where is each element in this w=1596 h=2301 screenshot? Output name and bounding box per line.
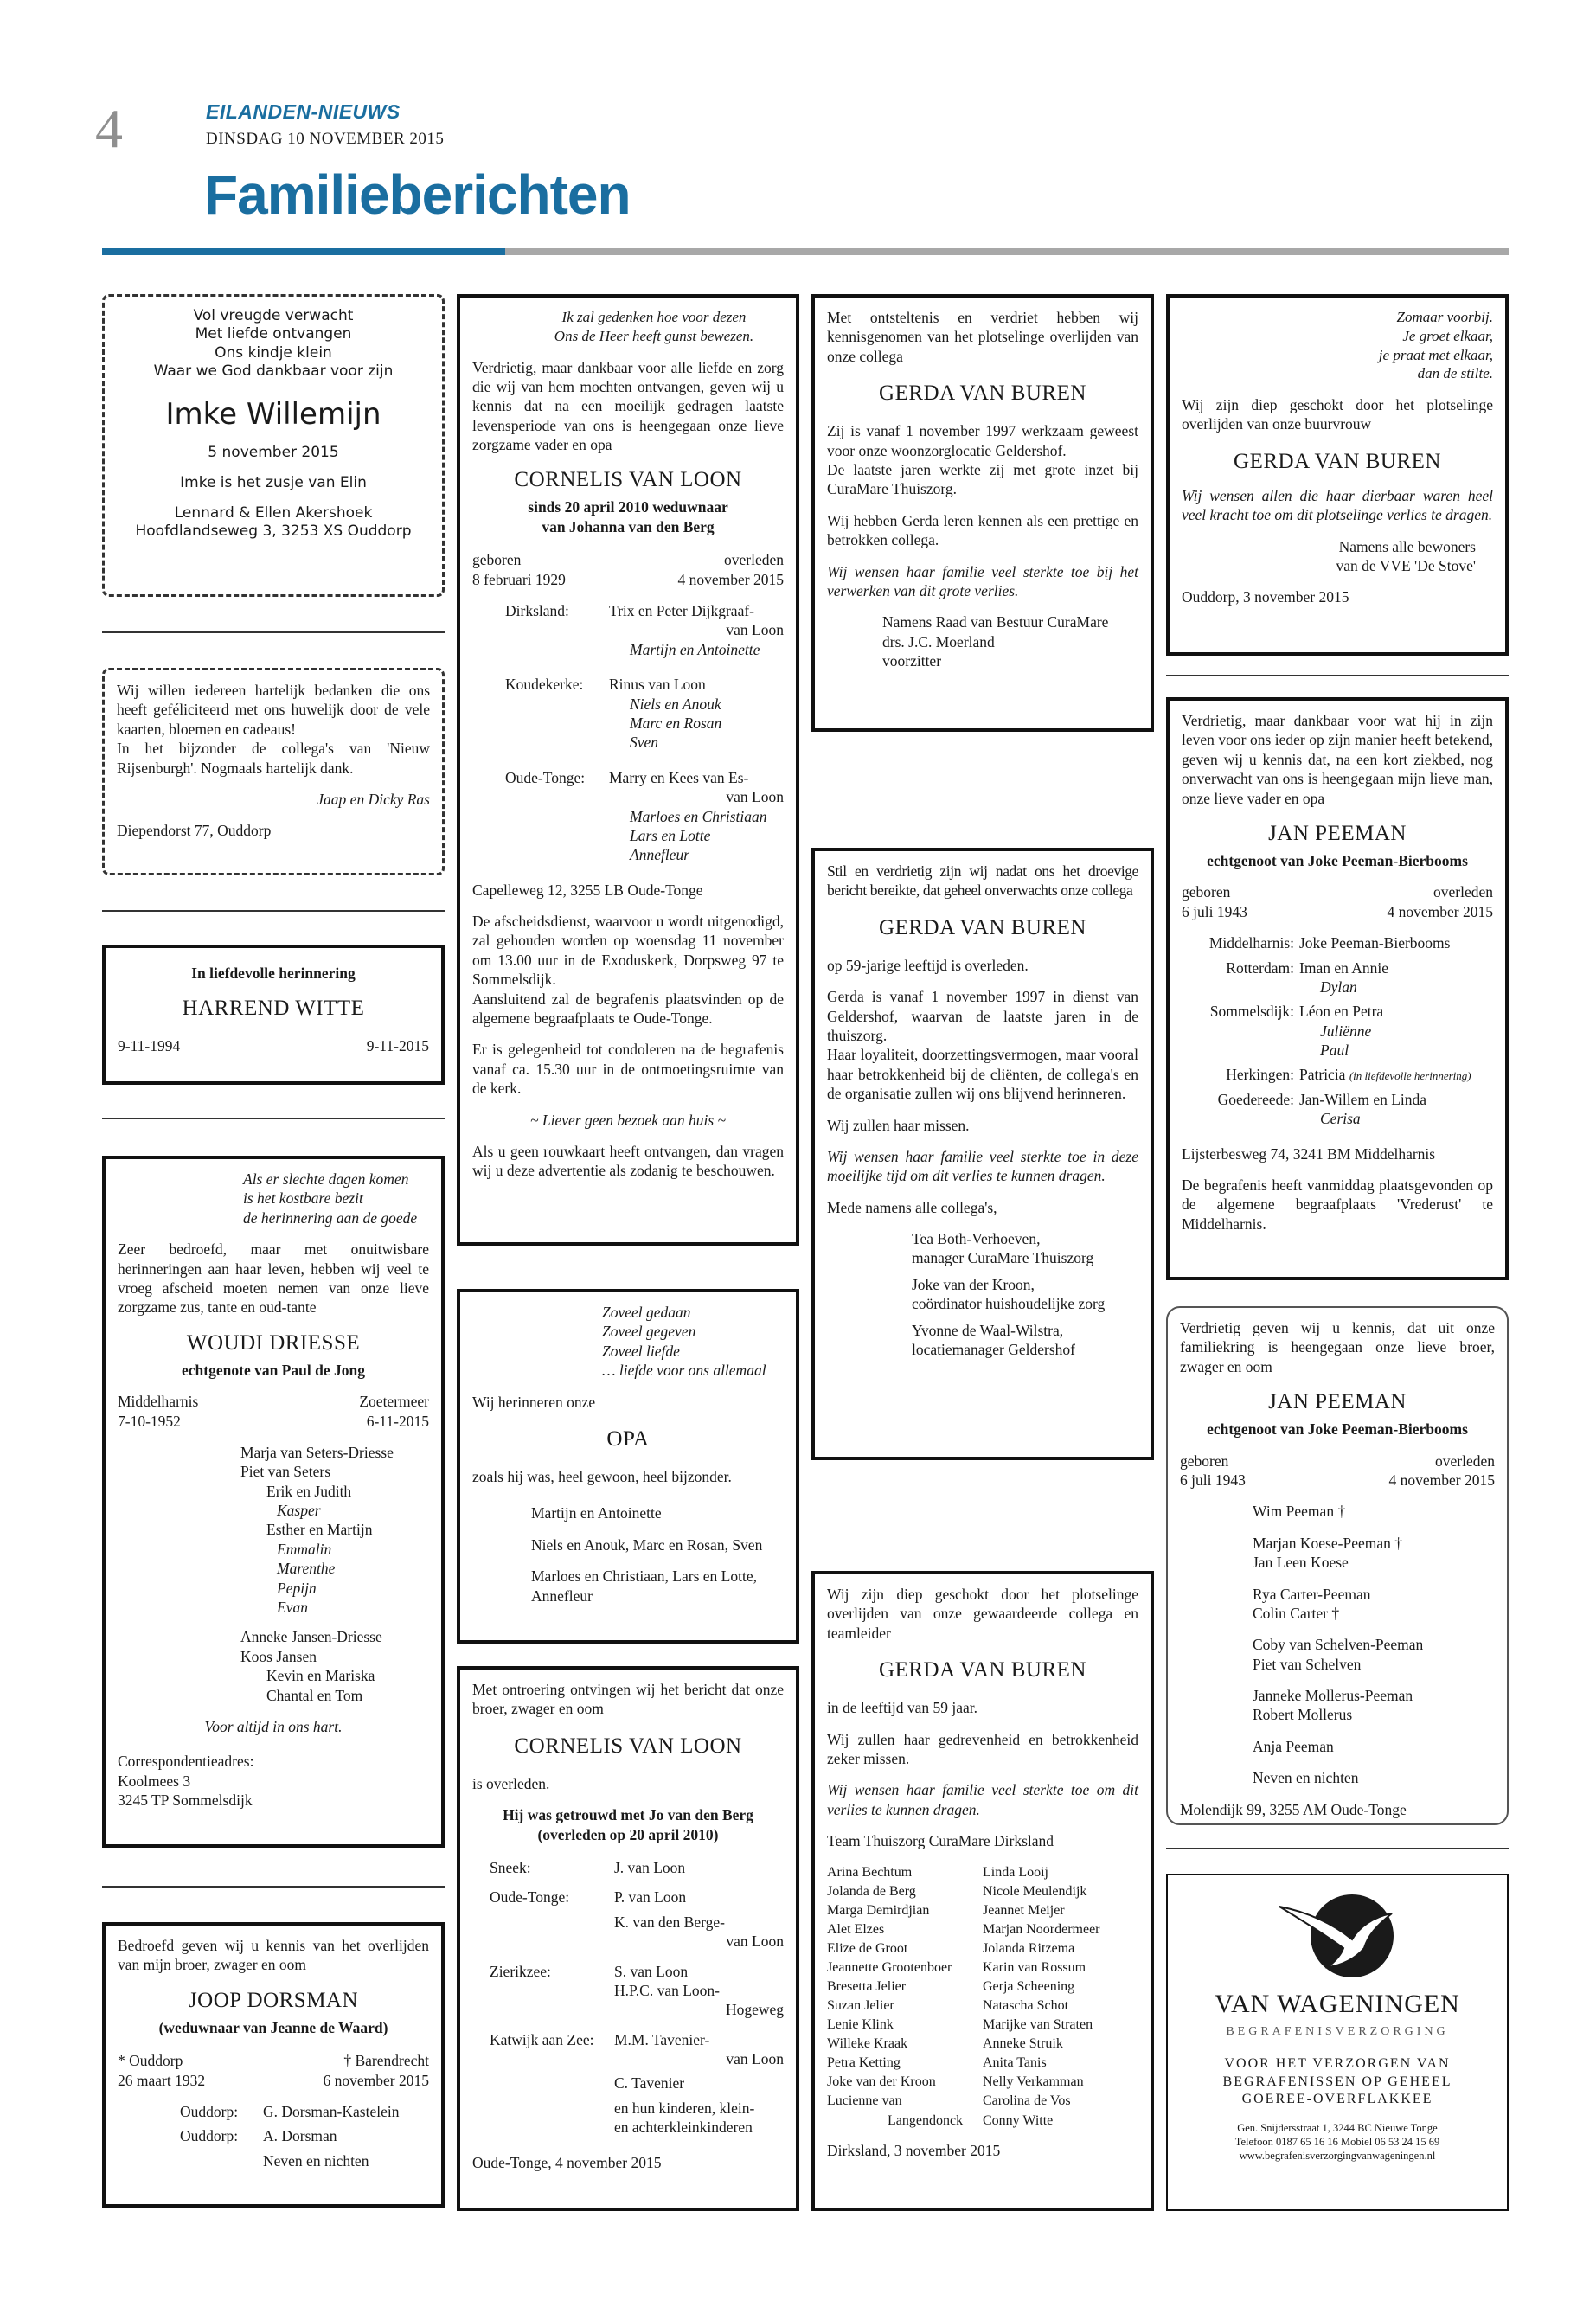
- dove-logo-icon: [1272, 1888, 1402, 1983]
- team-member: Gerja Scheening: [983, 1978, 1075, 1994]
- died-date: 4 november 2015: [1387, 902, 1493, 920]
- team-member: Marjan Noordermeer: [983, 1921, 1100, 1937]
- ad-address: Gen. Snijdersstraat 1, 3244 BC Nieuwe Tonge: [1237, 2121, 1438, 2134]
- burial-info: Aansluitend zal de begrafenis plaatsvinden op de algemene begraafplaats te Oude-Tonge.: [472, 990, 784, 1028]
- obituary-woudi-driesse: [102, 1156, 445, 1848]
- obituary-gerda-neighbours: [1166, 294, 1509, 656]
- visit-wish: ~ Liever geen bezoek aan huis ~: [530, 1111, 726, 1129]
- relation-note: (in liefdevolle herinnering): [1349, 1069, 1471, 1083]
- team-member: Natascha Schot: [983, 1998, 1069, 2014]
- family-line: Marenthe: [277, 1560, 336, 1578]
- place-died: Zoetermeer: [359, 1393, 429, 1411]
- team-member: Jolanda de Berg: [827, 1883, 916, 1899]
- place-born: Middelharnis: [118, 1393, 199, 1411]
- obituary-jan-peeman-siblings: [1166, 1306, 1509, 1825]
- team-member: Alet Elzes: [827, 1921, 885, 1937]
- poem-line: dan de stilte.: [1417, 365, 1493, 382]
- family-line: Evan: [277, 1599, 308, 1617]
- sympathy-wish: Wij wensen haar familie veel sterkte toe in deze moeilijke tijd om dit verlies te kunnen dragen.: [827, 1147, 1138, 1185]
- died-date: 4 november 2015: [1388, 1471, 1495, 1489]
- relation-name: Neven en nichten: [263, 2151, 369, 2170]
- poem-line: Ons de Heer heeft gunst bewezen.: [554, 327, 754, 344]
- birth-parents: Lennard & Ellen Akershoek: [174, 504, 373, 522]
- family-line: Chantal en Tom: [266, 1686, 363, 1704]
- memorial-name: OPA: [606, 1426, 650, 1451]
- obituary-intro: Verdrietig, maar dankbaar voor wat hij in zijn leven voor ons ieder op zijn manier heeft betekend, geven wij u kennis dat, na een kort ziekbed, nog onverwacht van ons is heengegaan mijn lieve man, onze lieve vader en opa: [1182, 712, 1493, 807]
- address: Molendijk 99, 3255 AM Oude-Tonge: [1180, 1800, 1407, 1818]
- family-line: Marjan Koese-Peeman †: [1253, 1534, 1402, 1552]
- poem-line: Zoveel gedaan: [602, 1304, 691, 1321]
- spouse-line: echtgenote van Paul de Jong: [182, 1361, 365, 1379]
- place-date-footer: Dirksland, 3 november 2015: [827, 2141, 1001, 2159]
- memorial-opa: [457, 1289, 799, 1644]
- deceased-name: WOUDI DRIESSE: [186, 1330, 361, 1355]
- team-member: Arina Bechtum: [827, 1864, 913, 1880]
- team-member: Linda Looij: [983, 1864, 1048, 1880]
- team-member: Jolanda Ritzema: [983, 1940, 1075, 1956]
- born-date: 8 februari 1929: [472, 570, 566, 588]
- died-place: † Barendrecht: [343, 2052, 429, 2070]
- thanks-address: Diependorst 77, Ouddorp: [117, 822, 272, 840]
- obituary-cornelis-family: [457, 1666, 799, 2211]
- signatory: Joke van der Kroon,: [912, 1275, 1035, 1293]
- signatory: manager CuraMare Thuiszorg: [912, 1249, 1094, 1267]
- died-date: 4 november 2015: [677, 570, 784, 588]
- widower-line: van Johanna van den Berg: [542, 517, 715, 535]
- signatory: voorzitter: [882, 652, 942, 670]
- thanks-text: Wij willen iedereen hartelijk bedanken die ons heeft geféliciteerd met ons huwelijk door de vele kaarten, bloemen en cadeaus!: [117, 682, 430, 738]
- header-rule: [505, 248, 1509, 255]
- signatory: van de VVE 'De Stove': [1336, 556, 1476, 574]
- memorial-harrend: [102, 945, 445, 1085]
- obituary-intro: Verdrietig, maar dankbaar voor alle liefde en zorg die wij van hem mochten ontvangen, geven wij u kennis dat na een moeilijk gedragen laatste levensperiode van ons is heengegaan onze lieve zorgzame vader en opa: [472, 358, 784, 454]
- relation-place: Sneek:: [490, 1858, 531, 1876]
- birth-sibling: Imke is het zusje van Elin: [180, 473, 367, 491]
- team-member: Lucienne van: [827, 2093, 902, 2109]
- died-label: overleden: [1435, 1452, 1495, 1470]
- family-line: Coby van Schelven-Peeman: [1253, 1636, 1424, 1654]
- birth-poem-3: Ons kindje klein: [215, 343, 332, 362]
- team-member: Joke van der Kroon: [827, 2074, 936, 2090]
- burial-info: De begrafenis heeft vanmiddag plaatsgevonden op de algemene begraafplaats 'Vrederust' te Middelharnis.: [1182, 1176, 1493, 1233]
- widower-line: sinds 20 april 2010 weduwnaar: [528, 498, 728, 516]
- signatory: Namens Raad van Bestuur CuraMare: [882, 613, 1109, 631]
- divider: [102, 631, 445, 633]
- memorial-tagline: zoals hij was, heel gewoon, heel bijzonder.: [472, 1467, 732, 1485]
- obituary-text: Wij hebben Gerda leren kennen als een prettige en betrokken collega.: [827, 511, 1138, 549]
- obituary-text: De laatste jaren werkte zij met grote inzet bij CuraMare Thuiszorg.: [827, 460, 1138, 498]
- family-line: Martijn en Antoinette: [531, 1504, 662, 1522]
- date-born: 7-10-1952: [118, 1412, 181, 1430]
- deceased-name: JAN PEEMAN: [1268, 821, 1407, 845]
- relation-name: Dylan: [1320, 977, 1357, 996]
- relation-name: Marloes en Christiaan: [630, 807, 767, 825]
- signatory: Tea Both-Verhoeven,: [912, 1230, 1041, 1248]
- relation-name: P. van Loon: [614, 1888, 687, 1907]
- relation-name: van Loon: [726, 2050, 784, 2068]
- relation-name: A. Dorsman: [263, 2127, 337, 2145]
- ad-website[interactable]: www.begrafenisverzorgingvanwageningen.nl: [1239, 2149, 1436, 2162]
- age-line: op 59-jarige leeftijd is overleden.: [827, 956, 1029, 974]
- died-label: overleden: [1433, 883, 1493, 901]
- obituary-text: Haar loyaliteit, doorzettingsvermogen, maar vooral haar betrokkenheid bij de cliënten, de collega's en de organisatie zullen wij ons blijvend herinneren.: [827, 1046, 1138, 1103]
- team-name: Team Thuiszorg CuraMare Dirksland: [827, 1832, 1054, 1850]
- ad-line: BEGRAFENISSEN OP GEHEEL: [1222, 2073, 1452, 2089]
- memorial-date-to: 9-11-2015: [366, 1037, 429, 1055]
- team-member: Conny Witte: [983, 2112, 1054, 2128]
- relation-place: Goedereede:: [1217, 1090, 1294, 1108]
- relation-name: Marry en Kees van Es-: [609, 768, 749, 786]
- relation-place: Sommelsdijk:: [1209, 1003, 1294, 1021]
- poem-line: Als er slechte dagen komen: [243, 1170, 409, 1188]
- relation-name: H.P.C. van Loon-: [614, 1981, 721, 1999]
- team-member: Nicole Meulendijk: [983, 1883, 1087, 1899]
- team-member: Willeke Kraak: [827, 2036, 908, 2052]
- poem-line: … liefde voor ons allemaal: [602, 1362, 766, 1380]
- relation-place: Ouddorp:: [180, 2127, 239, 2145]
- relation-name: Cerisa: [1320, 1110, 1361, 1128]
- relation-place: Oude-Tonge:: [490, 1888, 570, 1907]
- deceased-name: GERDA VAN BUREN: [1234, 449, 1441, 473]
- family-line: Anja Peeman: [1253, 1737, 1334, 1755]
- date-died: 6-11-2015: [366, 1412, 429, 1430]
- team-member: Carolina de Vos: [983, 2093, 1071, 2109]
- relation-place: Oude-Tonge:: [505, 768, 586, 786]
- poem-line: je praat met elkaar,: [1378, 346, 1493, 363]
- sympathy-wish: Wij wensen allen die haar dierbaar waren heel veel kracht toe om dit plotselinge verlies te dragen.: [1182, 486, 1493, 524]
- masthead-logo: EILANDEN-NIEUWS: [206, 100, 401, 123]
- family-line: Marja van Seters-Driesse: [240, 1443, 394, 1461]
- service-info: De afscheidsdienst, waarvoor u wordt uitgenodigd, zal gehouden worden op woensdag 11 november om 13.00 uur in de Exoduskerk, Dorpsweg 97 te Sommelsdijk.: [472, 913, 784, 989]
- relation-name: Léon en Petra: [1299, 1003, 1384, 1021]
- signatory: locatiemanager Geldershof: [912, 1341, 1076, 1359]
- poem-line: Zoveel gegeven: [602, 1323, 696, 1341]
- place-date-footer: Ouddorp, 3 november 2015: [1182, 588, 1349, 606]
- relation-name: Patricia: [1299, 1066, 1346, 1084]
- family-line: Colin Carter †: [1253, 1604, 1340, 1622]
- poem-line: de herinnering aan de goede: [243, 1208, 418, 1227]
- relation-name: Trix en Peter Dijkgraaf-: [609, 602, 754, 620]
- obituary-joop-dorsman: [102, 1922, 445, 2208]
- sympathy-wish: Wij wensen haar familie veel sterkte toe bij het verwerken van dit grote verlies.: [827, 562, 1138, 599]
- family-line: Pepijn: [277, 1579, 317, 1597]
- relation-name: Joke Peeman-Bierbooms: [1299, 934, 1451, 952]
- obituary-intro: Verdrietig geven wij u kennis, dat uit onze familiekring is heengegaan onze lieve broer, zwager en oom: [1180, 1319, 1495, 1375]
- died-label: overleden: [724, 551, 784, 569]
- relation-place: Zierikzee:: [490, 1962, 551, 1980]
- memorial-name: HARREND WITTE: [182, 997, 365, 1021]
- obituary-text: Zij is vanaf 1 november 1997 werkzaam geweest voor onze woonzorglocatie Geldershof.: [827, 422, 1138, 459]
- correspondence-label: Correspondentieadres:: [118, 1753, 254, 1771]
- divider: [102, 1886, 445, 1888]
- obituary-intro: Met ontsteltenis en verdriet hebben wij kennisgenomen van het plotselinge overlijden van onze collega: [827, 309, 1138, 365]
- relation-name: van Loon: [726, 1932, 784, 1951]
- sign-intro: Mede namens alle collega's,: [827, 1198, 997, 1216]
- address: Capelleweg 12, 3255 LB Oude-Tonge: [472, 881, 703, 899]
- birth-poem-1: Vol vreugde verwacht: [193, 307, 354, 324]
- deceased-name: CORNELIS VAN LOON: [514, 468, 742, 492]
- thanks-notice: [102, 668, 445, 875]
- ad-line: VOOR HET VERZORGEN VAN: [1224, 2056, 1451, 2072]
- team-member: Anita Tanis: [983, 2055, 1047, 2071]
- obituary-intro: Met ontroering ontvingen wij het bericht dat onze broer, zwager en oom: [472, 1681, 784, 1718]
- relation-place: Katwijk aan Zee:: [490, 2030, 594, 2048]
- memorial-date-from: 9-11-1994: [118, 1037, 181, 1055]
- family-line: Rya Carter-Peeman: [1253, 1585, 1371, 1603]
- died-line: is overleden.: [472, 1774, 550, 1792]
- born-label: geboren: [1180, 1452, 1229, 1470]
- correspondence-address: 3245 TP Sommelsdijk: [118, 1791, 253, 1810]
- family-line: Koos Jansen: [240, 1647, 317, 1665]
- condolence-info: Er is gelegenheid tot condoleren na de begrafenis vanaf ca. 15.30 uur in de ontmoetingsruimte van de kerk.: [472, 1041, 784, 1098]
- relation-name: Jan-Willem en Linda: [1299, 1090, 1427, 1108]
- family-line: Anneke Jansen-Driesse: [240, 1628, 382, 1646]
- relation-place: Ouddorp:: [180, 2102, 239, 2120]
- family-line: Janneke Mollerus-Peeman: [1253, 1687, 1413, 1705]
- family-line: Jan Leen Koese: [1253, 1554, 1349, 1572]
- card-note: Als u geen rouwkaart heeft ontvangen, dan vragen wij u deze advertentie als zodanig te beschouwen.: [472, 1143, 784, 1180]
- died-date: 6 november 2015: [323, 2071, 429, 2089]
- family-line: Piet van Seters: [240, 1463, 331, 1481]
- relation-name: Hogeweg: [725, 2001, 784, 2019]
- poem-line: Ik zal gedenken hoe voor dezen: [561, 309, 747, 325]
- obituary-gerda-colleagues: [811, 848, 1154, 1460]
- team-member: Petra Ketting: [827, 2055, 901, 2071]
- ad-phone: Telefoon 0187 65 16 16 Mobiel 06 53 24 15 69: [1234, 2135, 1440, 2148]
- place-date-footer: Oude-Tonge, 4 november 2015: [472, 2153, 662, 2171]
- family-line: Kevin en Mariska: [266, 1667, 375, 1685]
- advertisement-van-wageningen: [1166, 1874, 1509, 2211]
- section-title: Familieberichten: [204, 163, 631, 226]
- marriage-line: Hij was getrouwd met Jo van den Berg: [503, 1806, 753, 1824]
- birth-address: Hoofdlandseweg 3, 3253 XS Ouddorp: [135, 522, 412, 541]
- relation-name: Lars en Lotte: [630, 826, 711, 844]
- relation-name: G. Dorsman-Kastelein: [263, 2102, 400, 2120]
- team-member: Anneke Struik: [983, 2036, 1063, 2052]
- miss-line: Wij zullen haar missen.: [827, 1116, 970, 1134]
- relation-name: van Loon: [726, 788, 784, 806]
- obituary-gerda-curamare-board: [811, 294, 1154, 732]
- relation-name: Iman en Annie: [1299, 958, 1389, 977]
- divider: [1166, 1848, 1509, 1849]
- family-line: Marloes en Christiaan, Lars en Lotte, Annefleur: [531, 1567, 757, 1605]
- address: Lijsterbesweg 74, 3241 BM Middelharnis: [1182, 1144, 1436, 1163]
- obituary-cornelis-van-loon: [457, 294, 799, 1246]
- deceased-name: GERDA VAN BUREN: [879, 1658, 1086, 1682]
- family-line: Kasper: [277, 1502, 321, 1520]
- obituary-jan-peeman-family: [1166, 697, 1509, 1280]
- relation-name: en achterkleinkinderen: [614, 2118, 753, 2137]
- relation-name: en hun kinderen, klein-: [614, 2099, 755, 2117]
- born-date: 26 maart 1932: [118, 2071, 206, 2089]
- relation-place: Middelharnis:: [1208, 934, 1294, 952]
- relation-name: M.M. Tavenier-: [614, 2030, 710, 2048]
- born-label: geboren: [1182, 883, 1231, 901]
- relation-place: Koudekerke:: [505, 676, 584, 694]
- family-line: Niels en Anouk, Marc en Rosan, Sven: [531, 1535, 763, 1554]
- born-date: 6 juli 1943: [1180, 1471, 1246, 1489]
- obituary-intro: Stil en verdrietig zijn wij nadat ons het droevige bericht bereikte, dat geheel onverwachts onze collega: [827, 862, 1138, 900]
- obituary-intro: Zeer bedroefd, maar met onuitwisbare herinneringen aan haar leven, hebben wij veel te vroeg afscheid moeten nemen van onze lieve zorgzame zus, tante en oud-tante: [118, 1240, 429, 1317]
- relation-name: S. van Loon: [614, 1962, 689, 1980]
- baby-name: Imke Willemijn: [165, 397, 381, 432]
- obituary-text: Wij zullen haar gedrevenheid en betrokkenheid zeker missen.: [827, 1730, 1138, 1767]
- relation-place: Dirksland:: [505, 602, 569, 620]
- family-line: Piet van Schelven: [1253, 1655, 1362, 1673]
- deceased-name: CORNELIS VAN LOON: [514, 1734, 742, 1758]
- relation-name: Martijn en Antoinette: [630, 640, 760, 658]
- poem-line: is het kostbare bezit: [243, 1189, 363, 1208]
- page-number: 4: [95, 98, 123, 159]
- team-member: Jeannet Meijer: [983, 1902, 1065, 1918]
- spouse-line: echtgenoot van Joke Peeman-Bierbooms: [1207, 851, 1468, 869]
- spouse-line: echtgenoot van Joke Peeman-Bierbooms: [1207, 1420, 1468, 1439]
- family-line: Wim Peeman †: [1253, 1503, 1346, 1521]
- birth-poem-2: Met liefde ontvangen: [195, 325, 352, 343]
- obituary-intro: Bedroefd geven wij u kennis van het overlijden van mijn broer, zwager en oom: [118, 1937, 429, 1974]
- thanks-text-2: In het bijzonder de collega's van 'Nieuw Rijsenburgh'. Nogmaals hartelijk dank.: [117, 740, 430, 777]
- birth-poem-4: Waar we God dankbaar voor zijn: [153, 362, 394, 380]
- issue-date: DINSDAG 10 NOVEMBER 2015: [206, 130, 445, 148]
- spouse-line: (weduwnaar van Jeanne de Waard): [158, 2018, 388, 2036]
- relation-name: Niels en Anouk: [630, 695, 721, 713]
- deceased-name: JAN PEEMAN: [1268, 1390, 1407, 1414]
- obituary-gerda-team: [811, 1571, 1154, 2211]
- family-line: Robert Mollerus: [1253, 1706, 1353, 1724]
- born-label: geboren: [472, 551, 522, 569]
- obituary-text: Gerda is vanaf 1 november 1997 in dienst van Geldershof, waarvan de laatste jaren in de thuiszorg.: [827, 988, 1138, 1044]
- obituary-intro: Wij zijn diep geschokt door het plotselinge overlijden van onze buurvrouw: [1182, 396, 1493, 433]
- divider: [102, 910, 445, 912]
- team-member: Langendonck: [888, 2112, 964, 2128]
- team-member: Elize de Groot: [827, 1940, 908, 1956]
- relation-name: C. Tavenier: [614, 2074, 685, 2093]
- family-line: Neven en nichten: [1253, 1769, 1359, 1787]
- memorial-heading: In liefdevolle herinnering: [191, 965, 356, 982]
- team-member: Jeannette Grootenboer: [827, 1959, 952, 1975]
- relation-place: Rotterdam:: [1226, 958, 1294, 977]
- relation-name: Paul: [1320, 1042, 1349, 1060]
- born-place: * Ouddorp: [118, 2052, 183, 2070]
- ad-line: GOEREE-OVERFLAKKEE: [1241, 2092, 1433, 2107]
- team-member: Bresetta Jelier: [827, 1978, 907, 1994]
- correspondence-address: Koolmees 3: [118, 1772, 191, 1790]
- relation-place: Herkingen:: [1226, 1066, 1294, 1084]
- family-line: Erik en Judith: [266, 1482, 352, 1500]
- team-member: Marga Demirdjian: [827, 1902, 930, 1918]
- relation-name: Marc en Rosan: [630, 714, 722, 732]
- closing-line: Voor altijd in ons hart.: [204, 1717, 343, 1735]
- obituary-intro: Wij zijn diep geschokt door het plotselinge overlijden van onze gewaardeerde collega en teamleider: [827, 1586, 1138, 1642]
- company-tagline: BEGRAFENISVERZORGING: [1226, 2025, 1449, 2039]
- age-line: in de leeftijd van 59 jaar.: [827, 1699, 977, 1717]
- relation-name: Sven: [630, 734, 659, 752]
- memorial-intro: Wij herinneren onze: [472, 1393, 596, 1411]
- birth-date: 5 november 2015: [208, 443, 339, 461]
- divider: [1166, 675, 1509, 676]
- signatory: Namens alle bewoners: [1338, 537, 1476, 555]
- deceased-name: GERDA VAN BUREN: [879, 381, 1086, 406]
- signatory: Yvonne de Waal-Wilstra,: [912, 1321, 1064, 1339]
- deceased-name: JOOP DORSMAN: [188, 1988, 359, 2012]
- relation-name: van Loon: [726, 621, 784, 639]
- marriage-line: (overleden op 20 april 2010): [537, 1825, 719, 1843]
- born-date: 6 juli 1943: [1182, 902, 1247, 920]
- company-name: VAN WAGENINGEN: [1215, 1990, 1460, 2018]
- relation-name: Rinus van Loon: [609, 676, 706, 694]
- birth-announcement: [102, 294, 445, 597]
- team-member: Karin van Rossum: [983, 1959, 1086, 1975]
- relation-name: J. van Loon: [614, 1858, 686, 1876]
- signatory: coördinator huishoudelijke zorg: [912, 1295, 1106, 1313]
- family-line: Esther en Martijn: [266, 1521, 373, 1539]
- poem-line: Je groet elkaar,: [1402, 327, 1493, 344]
- thanks-signed: Jaap en Dicky Ras: [317, 790, 430, 808]
- team-member: Suzan Jelier: [827, 1998, 894, 2014]
- team-member: Lenie Klink: [827, 2017, 894, 2033]
- relation-name: K. van den Berge-: [614, 1913, 725, 1931]
- deceased-name: GERDA VAN BUREN: [879, 915, 1086, 939]
- sympathy-wish: Wij wensen haar familie veel sterkte toe om dit verlies te kunnen dragen.: [827, 1781, 1138, 1818]
- divider: [102, 1118, 445, 1119]
- header-rule-accent: [102, 248, 505, 255]
- poem-line: Zomaar voorbij.: [1396, 309, 1493, 325]
- family-line: Emmalin: [277, 1540, 332, 1558]
- signatory: drs. J.C. Moerland: [882, 632, 995, 651]
- relation-name: Juliënne: [1320, 1022, 1372, 1040]
- poem-line: Zoveel liefde: [602, 1342, 680, 1360]
- team-member: Nelly Verkamman: [983, 2074, 1084, 2090]
- team-member: Marijke van Straten: [983, 2017, 1093, 2033]
- relation-name: Annefleur: [630, 846, 690, 864]
